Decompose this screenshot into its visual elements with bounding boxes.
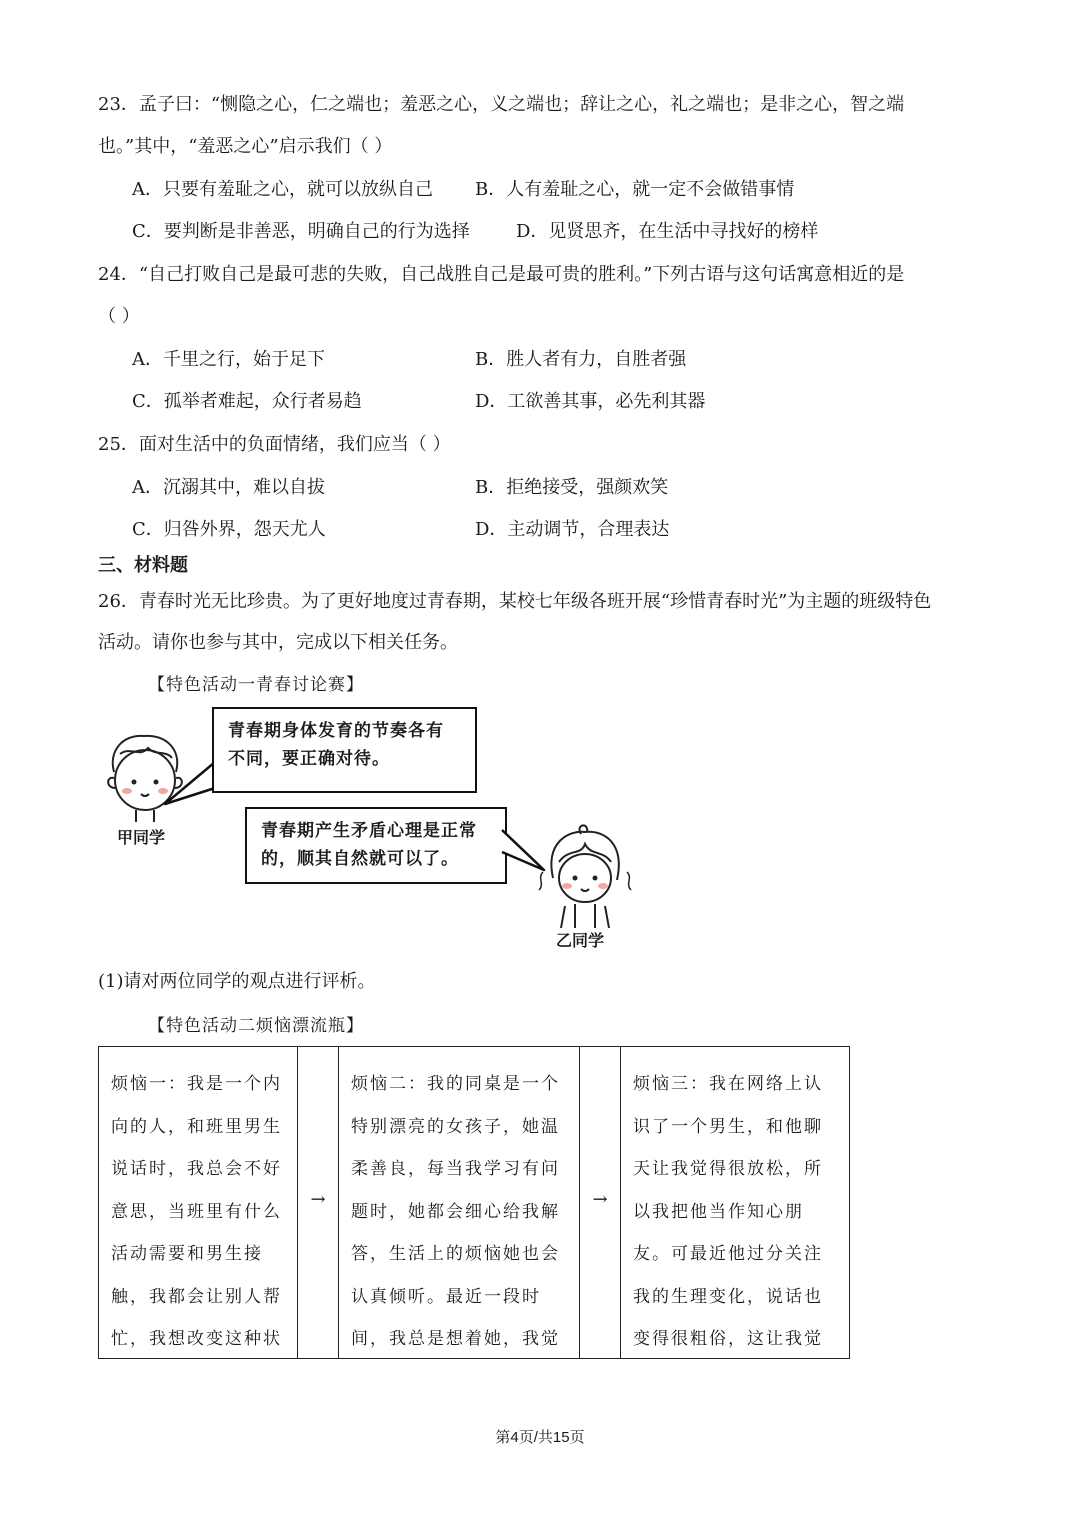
activity2-title: 【特色活动二烦恼漂流瓶】 — [148, 1016, 364, 1036]
arrow-right-icon: → — [310, 1189, 326, 1210]
q24-stem-line2: （ ） — [98, 306, 140, 327]
section-heading: 三、材料题 — [98, 555, 188, 576]
task1-prompt: (1)请对两位同学的观点进行评析。 — [98, 971, 376, 992]
arrow1-cell — [298, 1047, 339, 1358]
worry-flow-table — [98, 1046, 850, 1359]
q23-stem-line1: 23．孟子曰：“恻隐之心，仁之端也；羞恶之心，义之端也；辞让之心，礼之端也；是非之心，智之端 — [98, 94, 905, 115]
activity1-title: 【特色活动一青春讨论赛】 — [148, 675, 364, 695]
worry1-cell — [99, 1047, 298, 1358]
q24-option-a: A．千里之行，始于足下 — [132, 349, 325, 370]
worry2-cell — [339, 1047, 580, 1358]
worry3-cell — [621, 1047, 849, 1358]
student-yi-illustration — [535, 822, 635, 930]
q25-option-a: A．沉溺其中，难以自拔 — [132, 477, 325, 498]
student-yi-caption: 乙同学 — [556, 931, 605, 950]
q23-option-d: D．见贤思齐，在生活中寻找好的榜样 — [516, 221, 819, 242]
worry1-text: 烦恼一：我是一个内向的人，和班里男生说话时，我总会不好意思，当班里有什么活动需要和男生接触，我都会让别人帮忙，我想改变这种状 — [111, 1074, 282, 1349]
worry2-text: 烦恼二：我的同桌是一个特别漂亮的女孩子，她温柔善良，每当我学习有问题时，她都会细心给我解答，生活上的烦恼她也会认真倾听。最近一段时间，我总是想着她，我觉 — [351, 1074, 560, 1349]
arrow2-cell — [580, 1047, 621, 1358]
q23-option-b: B．人有羞耻之心，就一定不会做错事情 — [475, 179, 795, 200]
arrow-right-icon: → — [592, 1189, 608, 1210]
bubble-jia: 青春期身体发育的节奏各有不同，要正确对待。 — [212, 707, 477, 793]
q23-stem-line2: 也。”其中，“羞恶之心”启示我们（ ） — [98, 136, 393, 157]
worry3-text: 烦恼三：我在网络上认识了一个男生，和他聊天让我觉得很放松，所以我把他当作知心朋友。可最近他过分关注我的生理变化，说话也变得很粗俗，这让我觉 — [633, 1074, 823, 1349]
bubble-yi: 青春期产生矛盾心理是正常的，顺其自然就可以了。 — [245, 807, 507, 884]
page-footer: 第4页/共15页 — [495, 1429, 585, 1446]
q24-stem-line1: 24．“自己打败自己是最可悲的失败，自己战胜自己是最可贵的胜利。”下列古语与这句话寓意相近的是 — [98, 264, 905, 285]
q26-stem-line2: 活动。请你也参与其中，完成以下相关任务。 — [98, 632, 458, 653]
student-jia-caption: 甲同学 — [117, 828, 166, 847]
q23-option-a: A．只要有羞耻之心，就可以放纵自己 — [132, 179, 433, 200]
q25-stem: 25．面对生活中的负面情绪，我们应当（ ） — [98, 434, 451, 455]
q24-option-c: C．孤举者难起，众行者易趋 — [132, 391, 362, 412]
q26-stem-line1: 26．青春时光无比珍贵。为了更好地度过青春期，某校七年级各班开展“珍惜青春时光”为主题的班级特色 — [98, 591, 932, 612]
q25-option-c: C．归咎外界，怨天尤人 — [132, 519, 326, 540]
q25-option-b: B．拒绝接受，强颜欢笑 — [475, 477, 669, 498]
q24-option-d: D．工欲善其事，必先利其器 — [475, 391, 706, 412]
bubble-jia-tail — [160, 760, 220, 810]
q25-option-d: D．主动调节，合理表达 — [475, 519, 670, 540]
q23-option-c: C．要判断是非善恶，明确自己的行为选择 — [132, 221, 470, 242]
q24-option-b: B．胜人者有力，自胜者强 — [475, 349, 687, 370]
